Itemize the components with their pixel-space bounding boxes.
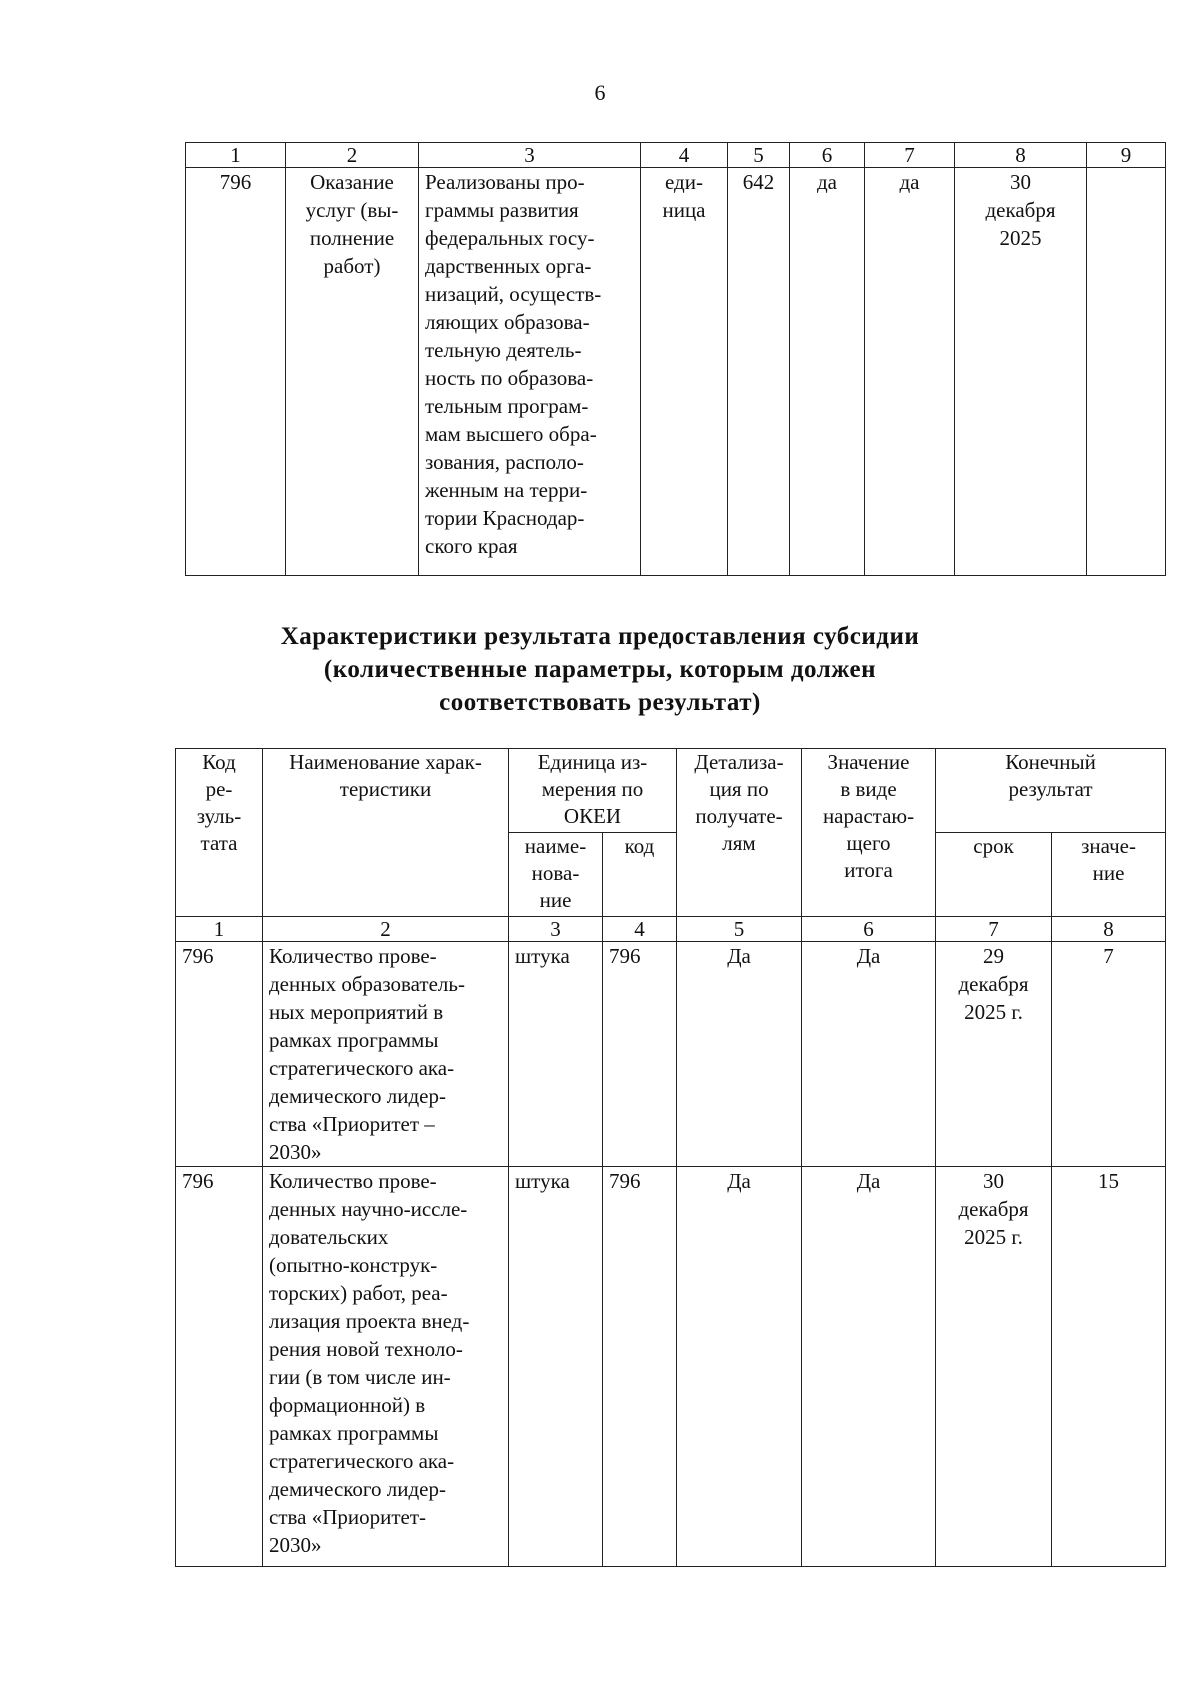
col-number: 2 (286, 143, 419, 168)
col-number: 7 (865, 143, 955, 168)
header-final-result: Конечный результат (936, 749, 1166, 833)
header-result-code: Код ре- зуль- тата (176, 749, 263, 917)
final-value: 15 (1052, 1167, 1166, 1567)
result-code: 796 (176, 942, 263, 1167)
col-number: 2 (263, 917, 509, 942)
col-number: 7 (936, 917, 1052, 942)
col-number: 6 (802, 917, 936, 942)
col9-value (1087, 168, 1166, 576)
characteristic-name: Количество прове- денных образователь- ных мероприятий в рамках программы стратегического ака- демического лидер- ства «Приоритет – 2030» (263, 942, 509, 1167)
column-number-row (176, 917, 1166, 942)
col-number: 8 (955, 143, 1087, 168)
col-number: 5 (728, 143, 790, 168)
header-unit-okei: Единица из- мерения по ОКЕИ (509, 749, 677, 833)
deadline-date: 30 декабря 2025 г. (936, 1167, 1052, 1567)
col6-value: да (790, 168, 865, 576)
unit-code: 642 (728, 168, 790, 576)
col-number: 8 (1052, 917, 1166, 942)
col-number: 9 (1087, 143, 1166, 168)
page-number: 6 (594, 80, 606, 105)
unit-code: 796 (603, 1167, 677, 1567)
header-detailing: Детализа- ция по получате- лям (677, 749, 802, 917)
table-row (186, 168, 1166, 576)
header-value: значе- ние (1052, 833, 1166, 917)
header-cumulative-value: Значение в виде нарастаю- щего итога (802, 749, 936, 917)
col7-value: да (865, 168, 955, 576)
final-value: 7 (1052, 942, 1166, 1167)
cumulative-value: Да (802, 942, 936, 1167)
detail-value: Да (677, 942, 802, 1167)
header-unit-name: наиме- нова- ние (509, 833, 603, 917)
col-number: 4 (603, 917, 677, 942)
characteristic-name: Количество прове- денных научно-иссле- довательских (опытно-конструк- торских) работ, реа- лизация проекта внед- рения новой техноло- гии (в том числе ин- формационной) в рамках программы стратегического ака- демического лидер- ства «Приоритет- 2030» (263, 1167, 509, 1567)
col-number: 6 (790, 143, 865, 168)
detail-value: Да (677, 1167, 802, 1567)
deadline-date: 30 декабря 2025 (955, 168, 1087, 576)
header-characteristic-name: Наименование харак- теристики (263, 749, 509, 917)
col-number: 3 (509, 917, 603, 942)
table-row (176, 942, 1166, 1167)
column-number-row (186, 143, 1166, 168)
col-number: 5 (677, 917, 802, 942)
unit-name: штука (509, 1167, 603, 1567)
table-row (176, 1167, 1166, 1567)
col-number: 4 (641, 143, 728, 168)
header-unit-code: код (603, 833, 677, 917)
characteristics-table (175, 748, 1166, 1567)
header-deadline: срок (936, 833, 1052, 917)
section-title: Характеристики результата предоставления субсидии (количественные параметры, которым должен соответствовать результат) (280, 623, 920, 716)
header-row (176, 749, 1166, 833)
cumulative-value: Да (802, 1167, 936, 1567)
result-code: 796 (176, 1167, 263, 1567)
deadline-date: 29 декабря 2025 г. (936, 942, 1052, 1167)
col-number: 1 (186, 143, 286, 168)
unit-code: 796 (603, 942, 677, 1167)
unit-name: штука (509, 942, 603, 1167)
results-table (185, 142, 1166, 576)
unit-name: еди- ница (641, 168, 728, 576)
col-number: 1 (176, 917, 263, 942)
result-code: 796 (186, 168, 286, 576)
col-number: 3 (419, 143, 641, 168)
result-type: Оказание услуг (вы- полнение работ) (286, 168, 419, 576)
result-description: Реализованы про- граммы развития федеральных госу- дарственных орга- низаций, осуществ- ляющих образова- тельную деятель- ность по образова- тельным програм- мам высшего обра- зования, располо- женным на терри- тории Краснодар- ского края (419, 168, 641, 576)
